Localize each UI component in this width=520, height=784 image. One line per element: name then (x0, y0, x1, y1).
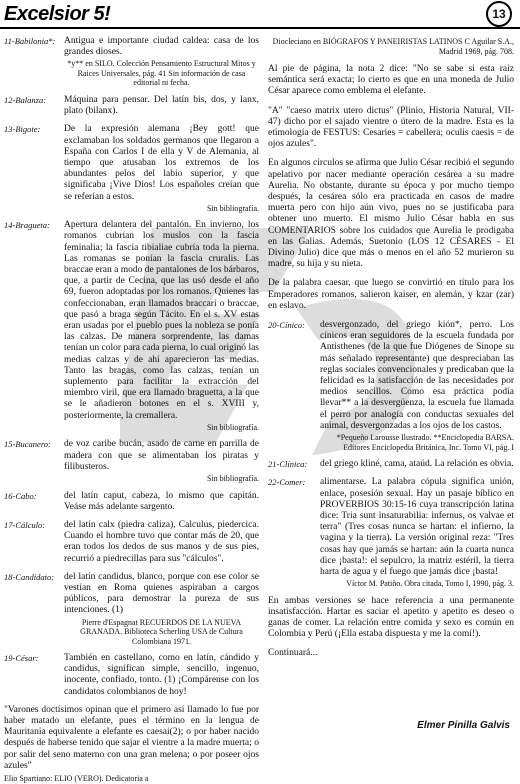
continued-label: Continuará... (268, 648, 318, 659)
header-rule (0, 27, 520, 29)
paragraph-nota: Al pie de página, la nota 2 dice: "No se sabe si esta raiz semántica será exacta; lo cierto es que en una moneda de Julio César aparece como emblema el elefante. (268, 64, 514, 97)
entry-balanza (4, 95, 259, 117)
entry-term: 20-Cínico: (268, 320, 305, 331)
entry-source: Pierre d'Espagnat RECUERDOS DE LA NUEVA GRANADA. Biblioteca Scherling USA de Cultura Colombiana 1971. (80, 617, 243, 646)
entry-term: 12-Balanza: (4, 94, 47, 105)
entry-bucanero (4, 439, 259, 483)
entry-source: Víctor M. Patiño. Obra citada, Tomo I, 1990, pág. 3. (346, 579, 514, 589)
entry-definition: del latín calx (piedra caliza), Calculus, piedercica. Cuando el hombre tuvo que contar más de 20, que eran todos los dedos de sus manos y de sus pies, recurrió a piedrecillas para sus "cálculos". (64, 519, 259, 564)
entry-cinico (268, 320, 514, 452)
entry-definition: del latín caput, cabeza, lo mismo que capitán. Veáse más adelante sargento. (64, 490, 259, 512)
paragraph-etymology: "A" "caeso matrix utero dictus" (Plinio, Historia Natural, VII-47) dicho por el sajado vientre o útero de la madre. Esta es la etimología de FESTUS: Cesaries = cabellera; oculis caesis = de ojos azules". (268, 105, 514, 150)
entry-definition: De la expresión alemana ¡Bey gott! que exclamaban los soldados germanos que llegaron a España con Carlos I de ella y V de Alemania, al tiempo que atusaban los extremos de los abundantes pelos del labio superior, y que significaba ¡Vive Dios! Los españoles creían que se referían a estos. (64, 124, 259, 202)
entry-source: *y** en SILO. Colección Pensamiento Estructural Mitos y Raices Universales, pág. 41 Sin información de casa editorial ni fecha. (67, 59, 256, 88)
entry-term: 18-Candidato: (4, 571, 55, 582)
entry-definition: del latín candidus, blanco, porque con ese color se vestían en Roma quienes aspiraban a cargos públicos, para demostrar la pureza de sus intenciones. (1) (64, 571, 259, 616)
entry-term: 16-Cabo: (4, 490, 37, 501)
entry-source: *Pequeño Larousse Ilustrado. **Enciclopedia BARSA. Editores Enciclopedia Británica, Inc. Tomo VI, pág. I (336, 433, 514, 452)
paragraph-cesarea: En algunos círculos se afirma que Julio César recibió el segundo apelativo por nacer mediante operación cesárea a su madre Aurelia. No obstante, durante su época y por mucho tiempo después, la cesárea sólo era practicada en casos de madre muerta pero con hijo aún vivo, pues no se justificaba para obtener uno muerto. El mismo Julio César habla en sus COMENTARIOS sobre los cuidados que Aurelia le prodigaba en las Galias. Además, Suetonio (LOS 12 CÉSARES - El Divino Julio) dice que más o menos en el año 52 murieron su madre, su hija y su nieta. (268, 158, 514, 270)
entry-bragueta (4, 220, 259, 432)
entry-candidato (4, 572, 259, 646)
cesar-quote: "Varones doctísimos opinan que el primero así llamado lo fue por haber matado un elefante, pues el término en la lengua de Mauritania equivalente a elefante es caesai(2); o por haber nacido después de haberse tenido que sajar el vientre a la madre muerta; o por salir del seno materno con una gran melena; o por poseer ojos azules" (4, 704, 259, 771)
entry-cesar (4, 653, 259, 698)
entry-definition: de voz caribe bucán, asado de carne en parrilla de madera con que se alimentaban los piratas y filibusteros. (64, 439, 259, 472)
quote-source: Elio Spartiano: ELIO (VERO). Dedicatoria a (4, 774, 149, 784)
entry-definition: Apertura delantera del pantalón. En invierno, los romanos cubrían los muslos con la fascia feminalia; la fascia tibialiae cubría toda la pierna. Las romanas se ponían la fascia cruralis. Las braccae eran a modo de pantalones de los bárbaros, que, a partir de Cecina, que las usó desde el año 69, fueron adoptadas por los romanos. Quienes las confeccionaban, eran llamados braccari o braccae, que pasó a braga según Tácito. En el s. XV estas eran usadas por el pueblo pues la nobleza se ponía las calzas. De manera sorprendente, las damas tenían un color para cada pierna, lo cual originó las medias calzas y de ahí aparecieron las medias. Tanto las bragas, como las calzas, tenían un suplemento para facilitar la extracción del miembro viril, que era llamado braguetta, a la que se le añadieron botones en el s. XVIII y, posteriormente, la cremallera. (64, 220, 259, 421)
left-column (4, 36, 259, 784)
entry-bigote (4, 124, 259, 213)
entry-definition: Antigua e importante ciudad caldea: casa de los grandes dioses. (64, 36, 259, 58)
entry-definition: desvergonzado, del griego kión*, perro. Los cínicos eran seguidores de la escuela fundada por Antisthenes (de la que fue Diógenes de Sinope su más señalado representante) que despreciaban las reglas sociales convencionales y predicaban que la felicidad es la satisfacción de las necesidades por medios sencillos. Como esa práctica podía llevar** a la desvergüenza, la escuela fue llamada el perro por analogía con conductas sexuales del animal, desvergonzadas a los ojos de los castos. (320, 320, 514, 431)
entry-cabo (4, 491, 259, 513)
entry-comer (268, 477, 514, 588)
magazine-logo: Excelsior 5! (4, 3, 111, 25)
entry-definition: Máquina para pensar. Del latín bis, dos, y lanx, plato (bilanx). (64, 94, 259, 117)
entry-term: 21-Clínica: (268, 459, 308, 470)
top-source: Diocleciano en BIÓGRAFOS Y PANEIRISTAS LATINOS C Aguilar S.A., Madrid 1969, pág. 708. (272, 37, 514, 56)
entry-source: Sin bibliografía. (207, 203, 259, 213)
entry-definition: alimentarse. La palabra cópula significa unión, enlace, posesión sexual. Hay un pasaje bíblico en PROVERBIOS 30:15-16 cuya transcripción latina dice: Tria sunt insaturabilia: infernus, os valvae et terra" (Tres cosas nunca se hartan: el infierno, la vagina y la tierra). La versión original reza: "Tres cosas hay que jamás se hartan: aún la cuarta nunca dice ¡basta!: el sepulcro, la matriz estéril, la tierra harta de agua y el fuego que jamás dice ¡basta! (320, 477, 514, 577)
entry-term: 19-César: (4, 653, 39, 664)
entry-clinica (268, 459, 514, 470)
right-column (268, 36, 514, 660)
entry-term: 14-Bragueta: (4, 220, 50, 231)
entry-term: 22-Comer: (268, 477, 306, 488)
entry-term: 11-Babilonia*: (4, 36, 56, 46)
entry-term: 15-Bucanero: (4, 439, 51, 450)
page-header (0, 0, 520, 30)
entry-term: 13-Bigote: (4, 124, 41, 135)
page-number: 13 (486, 1, 512, 27)
entry-calculo (4, 520, 259, 565)
entry-term: 17-Cálculo: (4, 519, 46, 530)
entry-definition: del griego kliné, cama, ataúd. La relación es obvia. (320, 459, 514, 470)
entry-babilonia (4, 36, 259, 88)
entry-source: Sin bibliografía. (207, 474, 259, 483)
paragraph-kaiser: De la palabra caesar, que luego se convirtió en título para los Emperadores romanos, salieron kaiser, en alemán, y kzar (zar) en eslavo. (268, 278, 514, 311)
author-signature: Elmer Pinilla Galvis (417, 720, 510, 731)
entry-definition: También en castellano, como en latín, cándido y candidus, significan simple, sencillo, ingenuo, inocente, confiado, tonto. (1) ¡Compárense con los candidatos colombianos de hoy! (64, 653, 259, 697)
entry-source: Sin bibliografía. (207, 422, 259, 432)
paragraph-conclusion: En ambas versiones se hace referencia a una permanente insatisfacción. Hartar es saciar el apetito y apetito es deseo o ganas de comer. La relación entre comida y sexo es común en Colombia y Perú (¡Ella estaba dispuesta y me la comí!). (268, 595, 514, 640)
